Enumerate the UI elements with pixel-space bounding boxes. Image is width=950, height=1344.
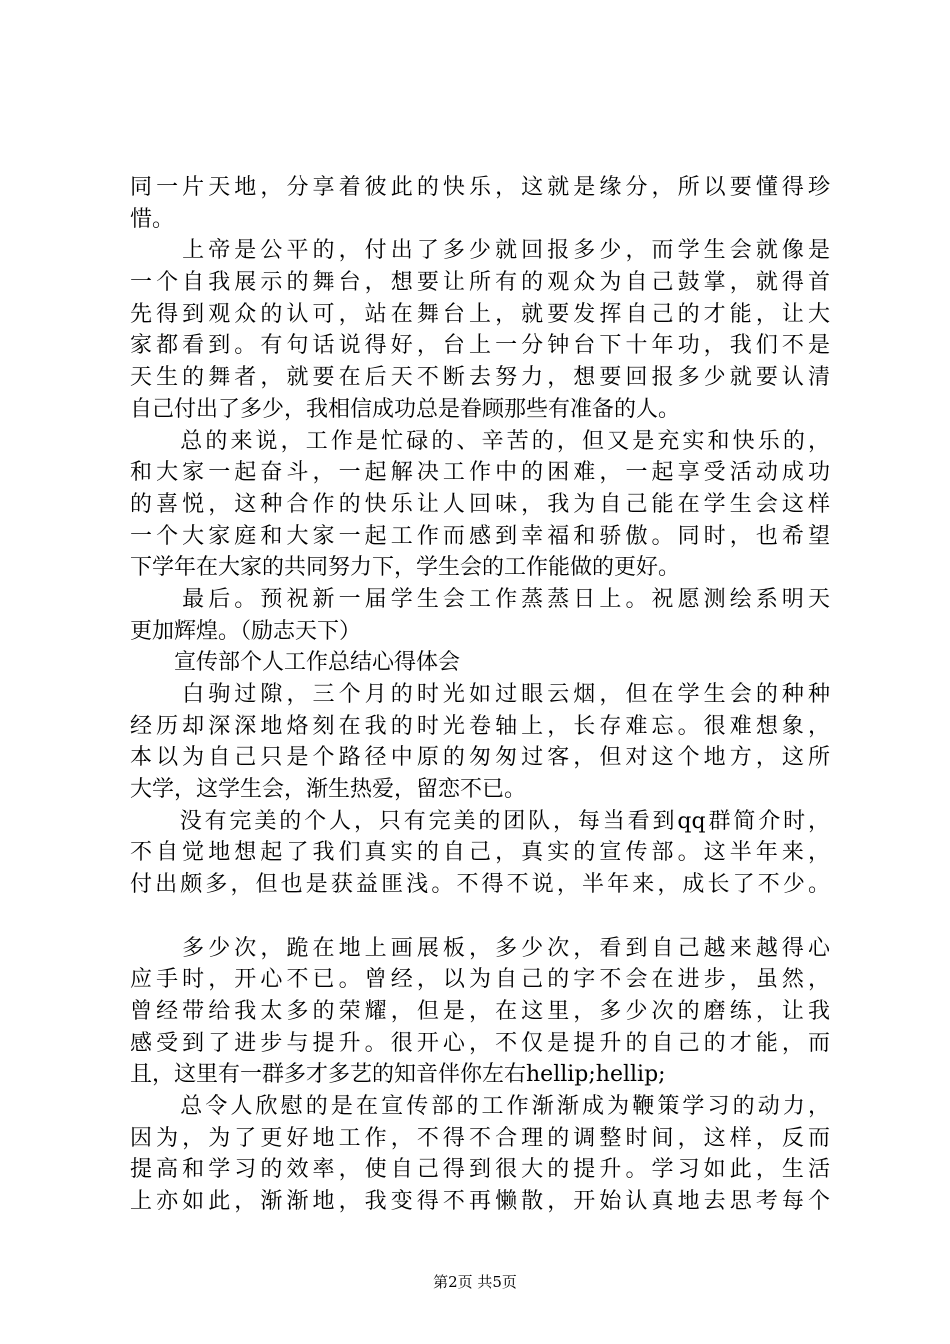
- text-line: 惜。: [130, 206, 175, 232]
- text-line: 总的来说，工作是忙碌的、辛苦的，但又是充实和快乐的，: [130, 428, 830, 454]
- text-line: 感受到了进步与提升。很开心，不仅是提升的自己的才能，而: [130, 1030, 830, 1056]
- text-line: 天生的舞者，就要在后天不断去努力，想要回报多少就要认清: [130, 365, 830, 391]
- blank-line: [130, 901, 830, 933]
- text-line: 总令人欣慰的是在宣传部的工作渐渐成为鞭策学习的动力，: [130, 1093, 830, 1119]
- document-body: [130, 172, 830, 1218]
- text-line: 经历却深深地烙刻在我的时光卷轴上，长存难忘。很难想象，: [130, 713, 830, 739]
- text-line: 一个自我展示的舞台，想要让所有的观众为自己鼓掌，就得首: [130, 270, 830, 296]
- page-footer: 第2页 共5页: [433, 1273, 517, 1291]
- text-line: 的喜悦，这种合作的快乐让人回味，我为自己能在学生会这样: [130, 491, 830, 517]
- text-line: 一个大家庭和大家一起工作而感到幸福和骄傲。同时，也希望: [130, 523, 830, 549]
- text-line: 自己付出了多少，我相信成功总是眷顾那些有准备的人。: [130, 396, 681, 422]
- text-line: 上亦如此，渐渐地，我变得不再懒散，开始认真地去思考每个: [130, 1189, 830, 1214]
- text-line: 上帝是公平的，付出了多少就回报多少，而学生会就像是: [130, 238, 830, 264]
- text-line: 下学年在大家的共同努力下，学生会的工作能做的更好。: [130, 555, 681, 581]
- text-line: 多少次，跪在地上画展板，多少次，看到自己越来越得心: [130, 935, 830, 961]
- text-line: 本以为自己只是个路径中原的匆匆过客，但对这个地方，这所: [130, 745, 830, 771]
- text-line: 先得到观众的认可，站在舞台上，就要发挥自己的才能，让大: [130, 301, 830, 327]
- text-line: 和大家一起奋斗，一起解决工作中的困难，一起享受活动成功: [130, 460, 830, 486]
- text-line: 提高和学习的效率，使自己得到很大的提升。学习如此，生活: [130, 1157, 830, 1183]
- text-line: 付出颇多，但也是获益匪浅。不得不说，半年来，成长了不少。: [130, 872, 830, 898]
- text-line: 大学，这学生会，渐生热爱，留恋不已。: [130, 777, 527, 803]
- text-line: 且，这里有一群多才多艺的知音伴你左右hellip;hellip;: [130, 1062, 666, 1088]
- text-line: 应手时，开心不已。曾经，以为自己的字不会在进步，虽然，: [130, 967, 830, 993]
- text-line: 因为，为了更好地工作，不得不合理的调整时间，这样，反而: [130, 1125, 830, 1151]
- text-line: 不自觉地想起了我们真实的自己，真实的宣传部。这半年来，: [130, 840, 830, 866]
- text-line: 曾经带给我太多的荣耀，但是，在这里，多少次的磨练，让我: [130, 998, 830, 1024]
- text-line: 宣传部个人工作总结心得体会: [130, 650, 461, 676]
- text-line: 没有完美的个人，只有完美的团队，每当看到qq群简介时，: [130, 808, 830, 834]
- text-line: 家都看到。有句话说得好，台上一分钟台下十年功，我们不是: [130, 333, 830, 359]
- text-line: 同一片天地，分享着彼此的快乐，这就是缘分，所以要懂得珍: [130, 175, 830, 200]
- text-line: 最后。预祝新一届学生会工作蒸蒸日上。祝愿测绘系明天: [130, 586, 830, 612]
- text-line: 更加辉煌。（励志天下）: [130, 618, 362, 644]
- text-line: 白驹过隙，三个月的时光如过眼云烟，但在学生会的种种: [130, 682, 830, 707]
